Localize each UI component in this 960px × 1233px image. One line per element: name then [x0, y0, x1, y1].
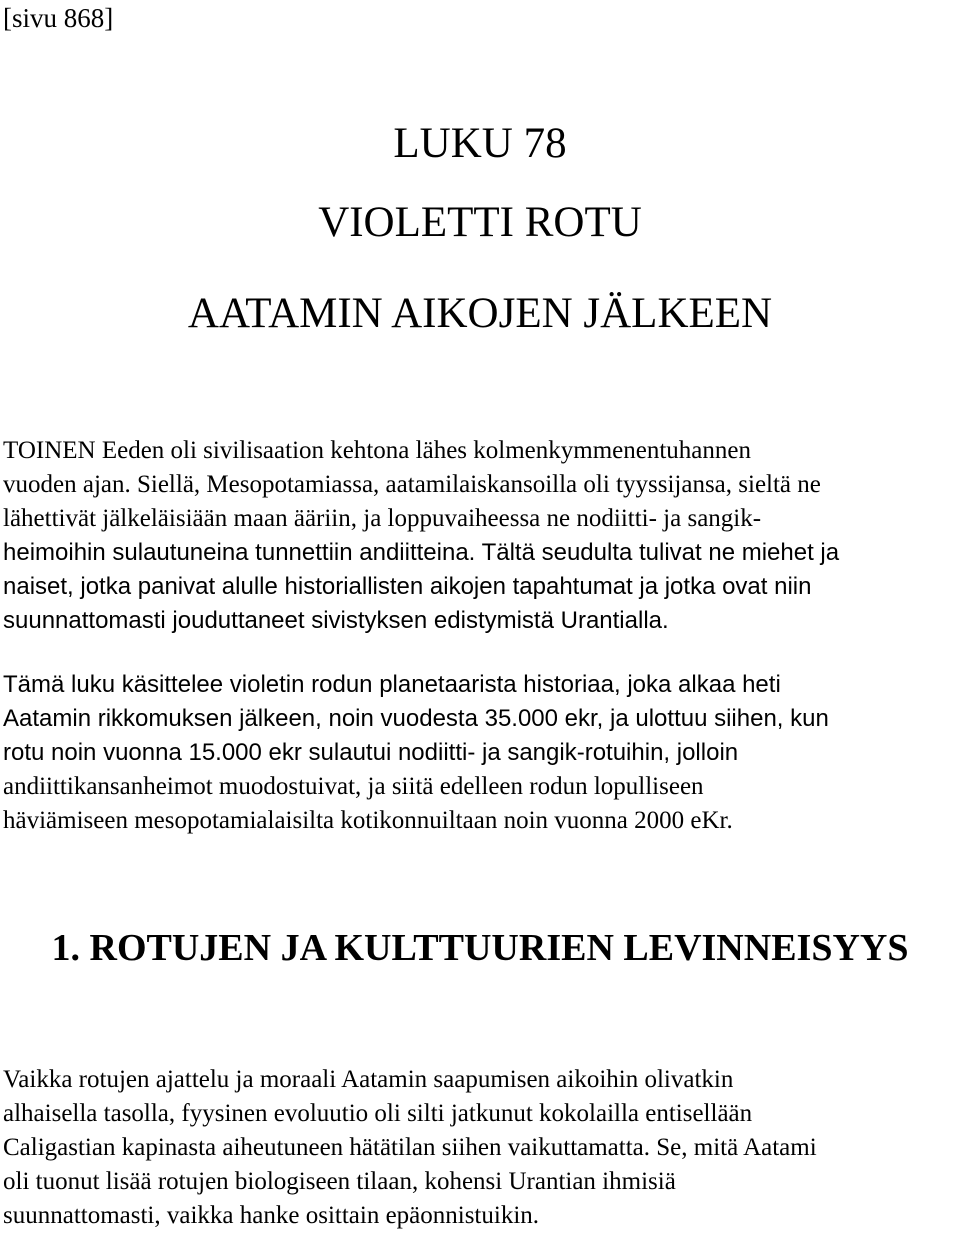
paragraph-line: alhaisella tasolla, fyysinen evoluutio oli silti jatkunut kokolailla entisellään [3, 1100, 753, 1127]
page-number: [sivu 868] [3, 3, 114, 33]
paragraph-line: vuoden ajan. Siellä, Mesopotamiassa, aatamilaiskansoilla oli tyyssijansa, sieltä ne [3, 471, 821, 498]
paragraph-line: Aatamin rikkomuksen jälkeen, noin vuodesta 35.000 ekr, ja ulottuu siihen, kun [3, 705, 829, 732]
paragraph-line: Caligastian kapinasta aiheutuneen hätätilan siihen vaikuttamatta. Se, mitä Aatami [3, 1134, 817, 1161]
section-heading: 1. ROTUJEN JA KULTTUURIEN LEVINNEISYYS [51, 927, 909, 969]
paragraph-line: heimoihin sulautuneina tunnettiin andiitteina. Tältä seudulta tulivat ne miehet ja [3, 539, 840, 566]
paragraph-line: TOINEN Eeden oli sivilisaation kehtona lähes kolmenkymmenentuhannen [3, 437, 751, 464]
paragraph-line: rotu noin vuonna 15.000 ekr sulautui nodiitti- ja sangik-rotuihin, jolloin [3, 739, 739, 766]
paragraph-line: suunnattomasti, vaikka hanke osittain epäonnistuikin. [3, 1202, 540, 1229]
paragraph-line: Vaikka rotujen ajattelu ja moraali Aatamin saapumisen aikoihin olivatkin [3, 1066, 734, 1093]
paragraph-line: häviämiseen mesopotamialaisilta kotikonnuiltaan noin vuonna 2000 eKr. [3, 807, 733, 834]
chapter-number: LUKU 78 [393, 120, 567, 167]
paragraph-line: lähettivät jälkeläisiään maan ääriin, ja loppuvaiheessa ne nodiitti- ja sangik- [3, 505, 762, 532]
chapter-title-line-1: VIOLETTI ROTU [318, 199, 642, 246]
paragraph-line: oli tuonut lisää rotujen biologiseen tilaan, kohensi Urantian ihmisiä [3, 1168, 676, 1195]
paragraph-line: andiittikansanheimot muodostuivat, ja siitä edelleen rodun lopulliseen [3, 773, 704, 800]
paragraph-intro [3, 434, 958, 638]
paragraph-section-1 [3, 1063, 958, 1233]
paragraph-line: suunnattomasti jouduttaneet sivistyksen edistymistä Urantialla. [3, 607, 669, 634]
paragraph-line: naiset, jotka panivat alulle historiallisten aikojen tapahtumat ja jotka ovat niin [3, 573, 812, 600]
paragraph-line: Tämä luku käsittelee violetin rodun planetaarista historiaa, joka alkaa heti [3, 671, 781, 698]
paragraph-scope [3, 668, 958, 838]
chapter-title-line-2: AATAMIN AIKOJEN JÄLKEEN [187, 290, 773, 337]
